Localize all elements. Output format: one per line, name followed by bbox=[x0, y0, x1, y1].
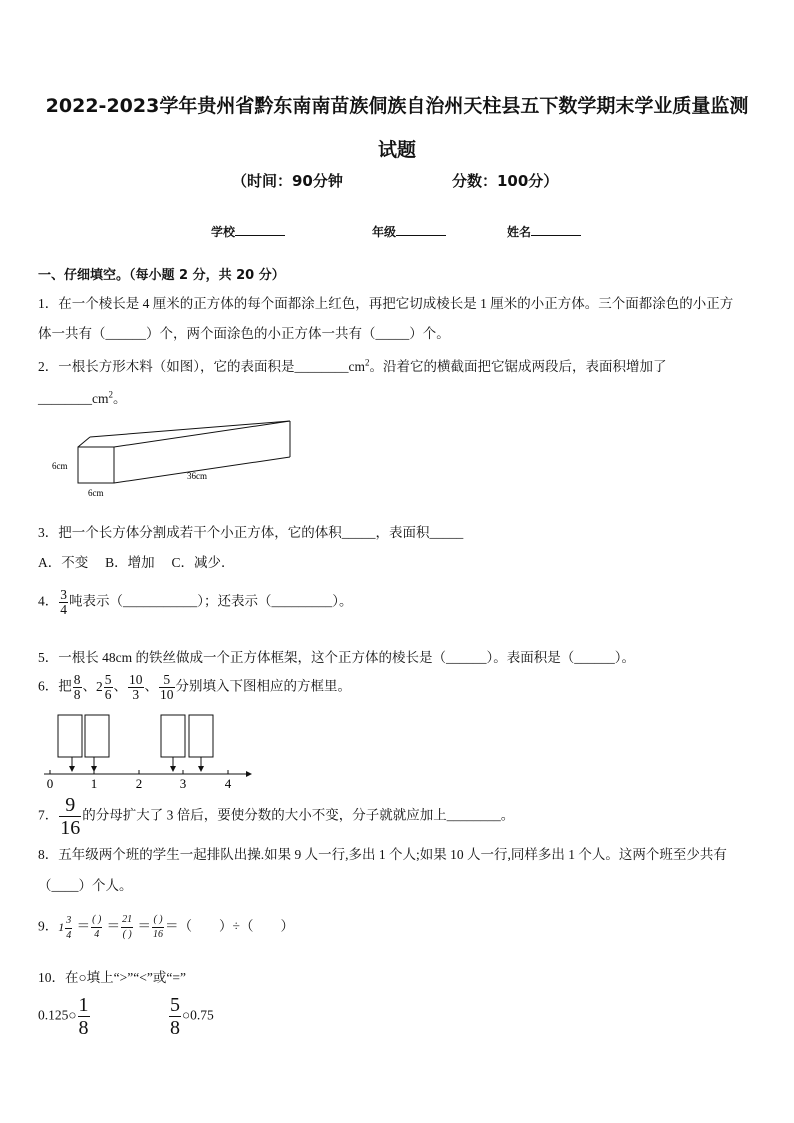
q2-line1: 2．一根长方形木料（如图），它的表面积是$\_\_\_\_\_\_\_\_cm^2$。沿着它的横截面把它锯成两段后，表面积增加了 bbox=[38, 357, 667, 374]
answer-box-1 bbox=[58, 715, 82, 757]
answer-box-2 bbox=[85, 715, 109, 757]
q1-line1: 1．在一个棱长是 4 厘米的正方体的每个面都涂上红色，再把它切成棱长是 1 厘米的小正方体。三个面都涂色的小正方 bbox=[38, 296, 734, 311]
q9-fraction-3: $\frac{( )}{16}$ bbox=[153, 914, 164, 940]
answer-box-3 bbox=[161, 715, 185, 757]
q9-fraction-1: $\frac{( )}{4}$ bbox=[92, 914, 102, 940]
width-label: 6cm bbox=[88, 488, 104, 498]
q8-line2: （____）个人。 bbox=[38, 878, 133, 893]
school-field: 学校 bbox=[211, 223, 285, 240]
q6-fraction-1: $\frac{8}{8}$ bbox=[73, 672, 81, 702]
q7-line: 7． $\frac{9}{16}$ 的分母扩大了 3 倍后，要使分数的大小不变，分子就就应加上________。 bbox=[38, 794, 515, 839]
axis-ticks bbox=[47, 776, 232, 791]
tick-2: 2 bbox=[135, 776, 143, 791]
section-title: 一、仔细填空。（每小题 2 分，共 20 分） bbox=[38, 268, 285, 283]
q3-options: A．不变 B．增加 C．减少． bbox=[38, 555, 235, 570]
q4-line: 4． $\frac{3}{4}$ 吨表示（___________）；还表示（_________）。 bbox=[38, 587, 353, 617]
q6-fraction-3: $\frac{10}{3}$ bbox=[129, 672, 143, 702]
q4-fraction: $\frac{3}{4}$ bbox=[60, 587, 67, 617]
name-field: 姓名 bbox=[507, 223, 581, 240]
q7-fraction: $\frac{9}{16}$ bbox=[60, 794, 81, 839]
q10-compare-a: 0.125○ $\frac{1}{8}$ bbox=[38, 994, 89, 1039]
answer-box-4 bbox=[189, 715, 213, 757]
q10-line1: 10．在○填上“>”“<”或“=” bbox=[38, 970, 186, 985]
q5-line: 5．一根长 48cm 的铁丝做成一个正方体框架，这个正方体的棱长是（______）。表面积是（______）。 bbox=[38, 650, 635, 665]
q1-line2: 体一共有（______）个，两个面涂色的小正方体一共有（_____）个。 bbox=[38, 326, 450, 341]
time-label: （时间：90分钟 bbox=[232, 172, 343, 190]
q9-fraction-2: $\frac{21}{( )}$ bbox=[122, 914, 133, 940]
grade-field: 年级 bbox=[372, 223, 446, 240]
q3-line1: 3．把一个长方体分割成若干个小正方体，它的体积_____，表面积_____ bbox=[38, 525, 464, 540]
tick-0: 0 bbox=[46, 776, 54, 791]
tick-3: 3 bbox=[179, 776, 187, 791]
q6-fraction-4: $\frac{5}{10}$ bbox=[160, 672, 174, 702]
length-label: 36cm bbox=[187, 471, 207, 481]
q2-line2: $\_\_\_\_\_\_\_\_cm^2$。 bbox=[38, 389, 127, 406]
score-label: 分数：100分） bbox=[452, 172, 559, 190]
q9-line: 9．1 $\frac{3}{4}$ ＝ $\frac{( )}{4}$ ＝ $\frac{21}{( )}$ ＝ $\frac{( )}{16}$ ＝（ ）÷（ ） bbox=[38, 914, 294, 941]
number-line-figure bbox=[38, 712, 253, 792]
q8-line1: 8．五年级两个班的学生一起排队出操.如果 9 人一行,多出 1 个人;如果 10 人一行,同样多出 1 个人。这两个班至少共有 bbox=[38, 847, 727, 862]
q9-mixed: 1 $\frac{3}{4}$ bbox=[58, 914, 72, 941]
tick-1: 1 bbox=[90, 776, 98, 791]
height-label: 6cm bbox=[52, 461, 68, 471]
cuboid-figure bbox=[40, 415, 310, 505]
q6-line: 6．把 $\frac{8}{8}$ 、2 $\frac{5}{6}$ 、 $\frac{10}{3}$ 、 $\frac{5}{10}$ 分别填入下图相应的方框里。 bbox=[38, 672, 351, 702]
tick-4: 4 bbox=[224, 776, 232, 791]
q6-fraction-2: 2 $\frac{5}{6}$ bbox=[96, 672, 112, 702]
page-title: 2022-2023学年贵州省黔东南南苗族侗族自治州天柱县五下数学期末学业质量监测试题 bbox=[45, 95, 749, 161]
q10-compare-b: $\frac{5}{8}$ ○0.75 bbox=[170, 994, 214, 1039]
